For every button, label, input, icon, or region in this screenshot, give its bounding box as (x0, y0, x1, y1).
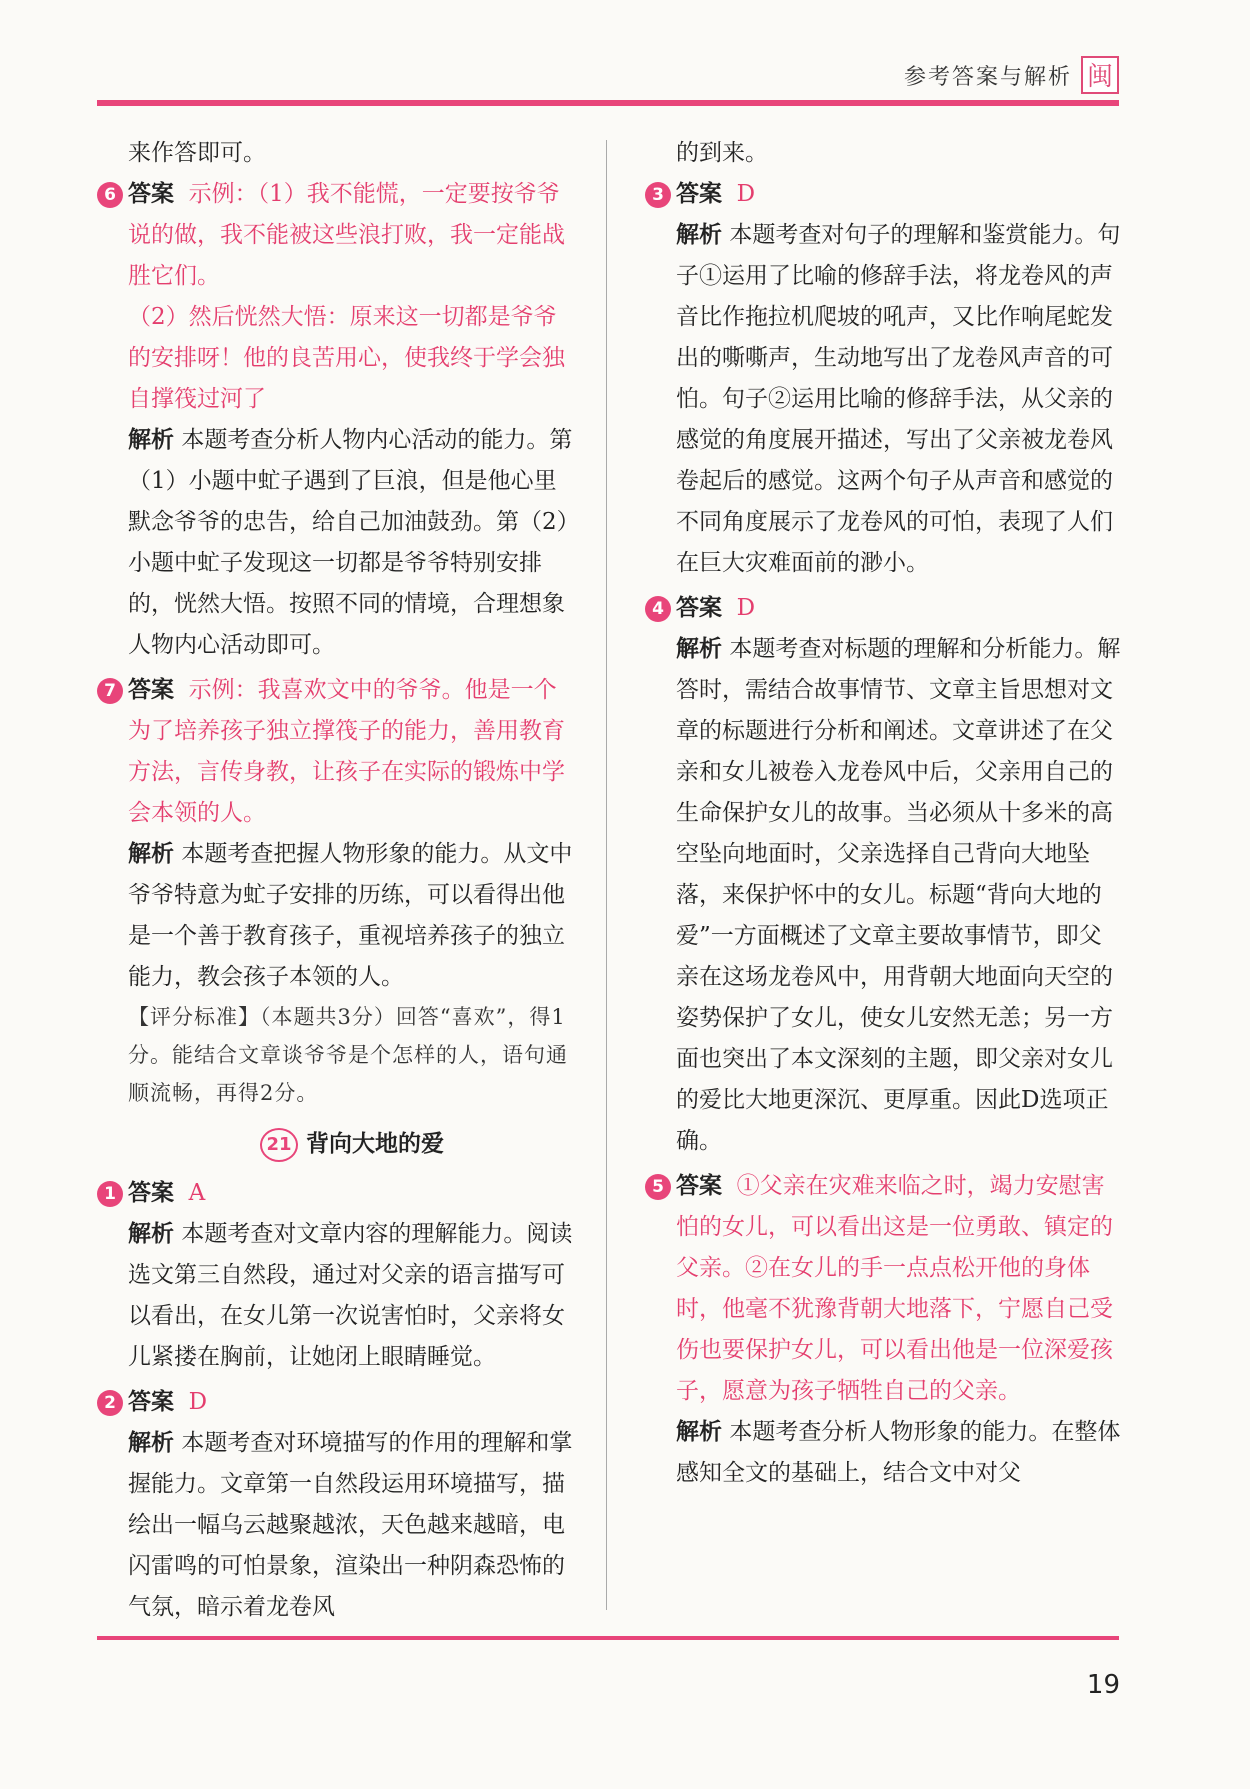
analysis-text: 本题考查分析人物形象的能力。在整体感知全文的基础上，结合文中对父 (676, 1419, 1121, 1486)
answer-label: 答案 (128, 1180, 174, 1206)
analysis-text: 本题考查把握人物形象的能力。从文中爷爷特意为虻子安排的历练，可以看得出他是一个善于教育孩子，重视培养孩子的独立能力，教会孩子本领的人。 (128, 841, 573, 990)
question-6 (104, 174, 576, 666)
header-title: 参考答案与解析 (903, 65, 1072, 90)
section-number: 21 (260, 1128, 298, 1162)
question-number: 4 (645, 596, 671, 622)
section-heading (128, 1124, 576, 1165)
section-title: 背向大地的爱 (306, 1131, 444, 1157)
top-rule (97, 100, 1119, 106)
question-number: 7 (97, 678, 123, 704)
answer-text: D (188, 1389, 208, 1415)
region-badge: 闽 (1081, 56, 1119, 94)
question-1 (104, 1173, 576, 1378)
answer-text: （2）然后恍然大悟：原来这一切都是爷爷的安排呀！他的良苦用心，使我终于学会独自撑筏过河了 (128, 304, 565, 412)
answer-label: 答案 (676, 1173, 722, 1199)
question-3 (652, 174, 1124, 584)
right-column (652, 133, 1124, 1494)
question-number: 6 (97, 182, 123, 208)
analysis-label: 解析 (128, 841, 174, 867)
analysis-text: 本题考查对环境描写的作用的理解和掌握能力。文章第一自然段运用环境描写，描绘出一幅乌云越聚越浓，天色越来越暗，电闪雷鸣的可怕景象，渲染出一种阴森恐怖的气氛，暗示着龙卷风 (128, 1430, 573, 1620)
analysis-label: 解析 (676, 636, 722, 662)
question-number: 2 (97, 1390, 123, 1416)
analysis-label: 解析 (128, 1221, 174, 1247)
question-5 (652, 1166, 1124, 1494)
question-number: 1 (97, 1181, 123, 1207)
analysis-label: 解析 (128, 1430, 174, 1456)
question-number: 5 (645, 1174, 671, 1200)
answer-text: 示例：我喜欢文中的爷爷。他是一个为了培养孩子独立撑筏子的能力，善用教育方法，言传身教，让孩子在实际的锻炼中学会本领的人。 (128, 677, 565, 826)
continuation-text: 的到来。 (676, 140, 768, 166)
answer-label: 答案 (676, 595, 722, 621)
analysis-text: 本题考查对句子的理解和鉴赏能力。句子①运用了比喻的修辞手法，将龙卷风的声音比作拖拉机爬坡的吼声，又比作响尾蛇发出的嘶嘶声，生动地写出了龙卷风声音的可怕。句子②运用比喻的修辞手法，从父亲的感觉的角度展开描述，写出了父亲被龙卷风卷起后的感觉。这两个句子从声音和感觉的不同角度展示了龙卷风的可怕，表现了人们在巨大灾难面前的渺小。 (676, 222, 1121, 576)
scoring-note: 【评分标准】（本题共3分）回答“喜欢”，得1分。能结合文章谈爷爷是个怎样的人，语句通顺流畅，再得2分。 (128, 1005, 568, 1105)
answer-label: 答案 (128, 1389, 174, 1415)
question-number: 3 (645, 182, 671, 208)
analysis-label: 解析 (128, 427, 174, 453)
answer-label: 答案 (676, 181, 722, 207)
answer-text: ①父亲在灾难来临之时，竭力安慰害怕的女儿，可以看出这是一位勇敢、镇定的父亲。②在女儿的手一点点松开他的身体时，他毫不犹豫背朝大地落下，宁愿自己受伤也要保护女儿，可以看出他是一位深爱孩子，愿意为孩子牺牲自己的父亲。 (676, 1173, 1113, 1404)
page-number: 19 (1086, 1670, 1120, 1700)
answer-text: 示例：（1）我不能慌，一定要按爷爷说的做，我不能被这些浪打败，我一定能战胜它们。 (128, 181, 565, 289)
analysis-text: 本题考查对标题的理解和分析能力。解答时，需结合故事情节、文章主旨思想对文章的标题进行分析和阐述。文章讲述了在父亲和女儿被卷入龙卷风中后，父亲用自己的生命保护女儿的故事。当必须从十多米的高空坠向地面时，父亲选择自己背向大地坠落，来保护怀中的女儿。标题“背向大地的爱”一方面概述了文章主要故事情节，即父亲在这场龙卷风中，用背朝大地面向天空的姿势保护了女儿，使女儿安然无恙；另一方面也突出了本文深刻的主题，即父亲对女儿的爱比大地更深沉、更厚重。因此D选项正确。 (676, 636, 1121, 1154)
question-4 (652, 588, 1124, 1162)
answer-text: A (188, 1180, 206, 1206)
analysis-text: 本题考查分析人物内心活动的能力。第（1）小题中虻子遇到了巨浪，但是他心里默念爷爷的忠告，给自己加油鼓劲。第（2）小题中虻子发现这一切都是爷爷特别安排的，恍然大悟。按照不同的情境，合理想象人物内心活动即可。 (128, 427, 573, 658)
analysis-label: 解析 (676, 1419, 722, 1445)
answer-label: 答案 (128, 181, 174, 207)
column-divider (606, 140, 607, 1610)
left-column (104, 133, 576, 1628)
continuation-text: 来作答即可。 (128, 140, 266, 166)
analysis-label: 解析 (676, 222, 722, 248)
question-2 (104, 1382, 576, 1628)
bottom-rule (97, 1636, 1119, 1640)
answer-text: D (736, 595, 756, 621)
analysis-text: 本题考查对文章内容的理解能力。阅读选文第三自然段，通过对父亲的语言描写可以看出，在女儿第一次说害怕时，父亲将女儿紧搂在胸前，让她闭上眼睛睡觉。 (128, 1221, 573, 1370)
answer-text: D (736, 181, 756, 207)
question-7 (104, 670, 576, 1112)
answer-label: 答案 (128, 677, 174, 703)
